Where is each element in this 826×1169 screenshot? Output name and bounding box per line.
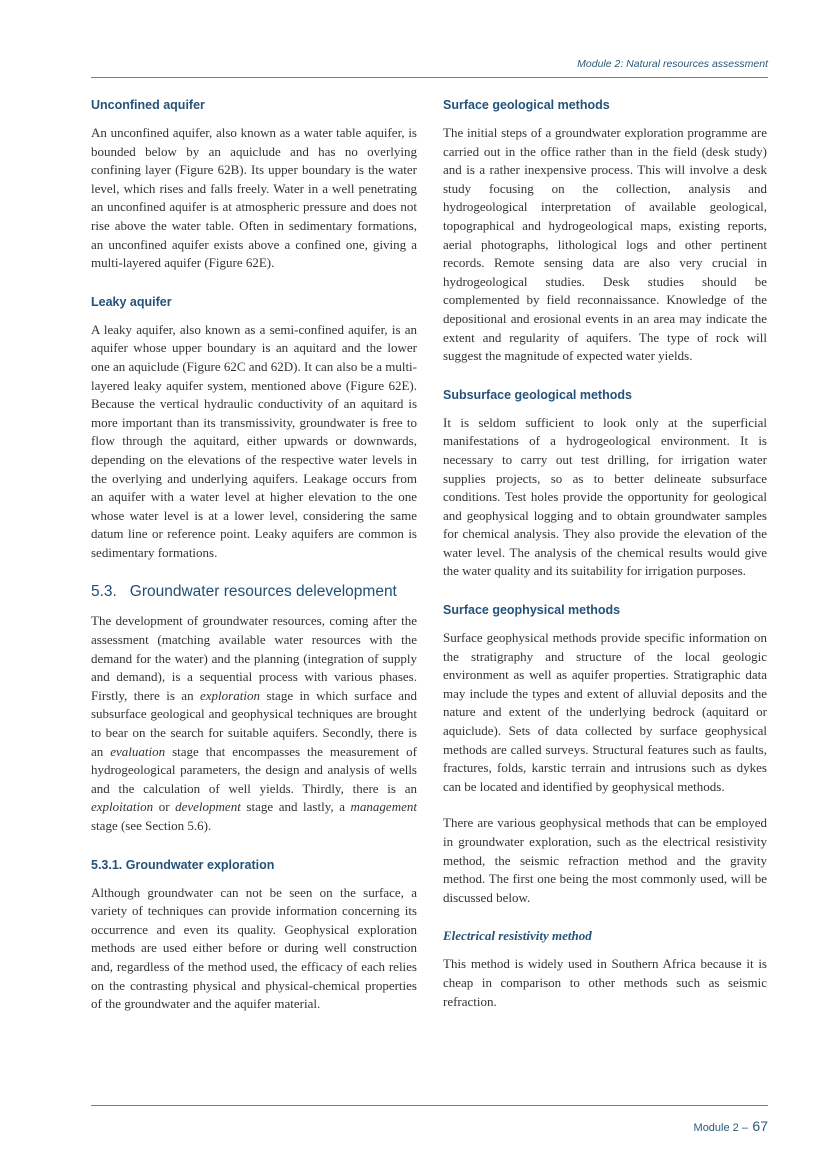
section-title: Groundwater resources delevelopment [129, 583, 397, 601]
paragraph-unconfined-aquifer: An unconfined aquifer, also known as a water table aquifer, is bounded below by an aquiclude and has no overlying confining layer (Figure 62B). Its upper boundary is the water level, which rises and falls freely. Water in a well penetrating an unconfined aquifer is at atmospheric pressure and does not rise above the water table. Often in sedimentary formations, an unconfined aquifer exists above a confined one, giving a multi-layered aquifer (Figure 62E). [91, 125, 417, 271]
section-heading-5-3 [91, 582, 417, 602]
paragraph-leaky-aquifer: A leaky aquifer, also known as a semi-confined aquifer, is an aquifer whose upper boundary is an aquitard and the lower one an aquiclude (Figure 62C and 62D). It can also be a multi-layered leaky aquifer system, mentioned above (Figure 62E). Because the vertical hydraulic conductivity of an aquitard is more important than its transmissivity, groundwater is free to flow through the aquitard, either upwards or downwards, depending on the elevations of the respective water levels in the overlying and underlying aquifers. Leakage occurs from an aquifer with a water level at higher elevation to the one whose water level is at a lower level, considering the same datum line or reference point. Leaky aquifers are common is sedimentary formations. [91, 321, 417, 560]
heading-leaky-aquifer: Leaky aquifer [91, 294, 172, 309]
footer-rule [91, 1105, 768, 1106]
subsection-heading-5-3-1: 5.3.1. Groundwater exploration [91, 857, 275, 872]
left-column [91, 96, 417, 1034]
section-number: 5.3. [91, 583, 117, 601]
heading-unconfined-aquifer: Unconfined aquifer [91, 98, 205, 112]
paragraph-groundwater-exploration: Although groundwater can not be seen on the surface, a variety of techniques can provide information concerning its occurrence and even its quality. Geophysical exploration methods are used either before or during well construction and, regardless of the method used, the efficacy of each relies on the contrasting physical and physical-chemical properties of the groundwater and the aquifer material. [91, 884, 417, 1012]
paragraph-electrical-resistivity-method: This method is widely used in Southern Africa because it is cheap in comparison to other methods such as seismic refraction. [443, 956, 767, 1009]
footer-module-label: Module 2 – [693, 1122, 748, 1134]
right-column [443, 96, 767, 1031]
page-footer [694, 1118, 768, 1136]
paragraph-surface-geophysical-methods-1: Surface geophysical methods provide specific information on the stratigraphy and structure of the local geologic environment as well as aquifer properties. Stratigraphic data may include the types and extent of alluvial deposits and the nature and extent of the underlying bedrock (aquitard or aquiclude). Sets of data collected by surface geophysical methods are called surveys. Structural features such as faults, fractures, folds, karstic terrain and intrusions such as dykes can be located and identified by geophysical methods. [443, 630, 767, 794]
heading-surface-geophysical-methods: Surface geophysical methods [443, 603, 621, 618]
paragraph-surface-geophysical-methods-2: There are various geophysical methods that can be employed in groundwater exploration, such as the electrical resistivity method, the seismic refraction method and the gravity method. The first one being the most commonly used, will be discussed below. [443, 815, 767, 905]
running-header: Module 2: Natural resources assessment [577, 58, 768, 70]
heading-electrical-resistivity-method: Electrical resistivity method [443, 928, 592, 944]
page-number: 67 [752, 1118, 768, 1134]
paragraph-subsurface-geological-methods: It is seldom sufficient to look only at the superficial manifestations of a hydrogeological environment. It is necessary to carry out test drilling, for irrigation water supplies projects, so as to better delineate subsurface conditions. Test holes provide the opportunity for geological and geophysical logging and to obtain groundwater samples for chemical analysis. They also provide the elevation of the water level. The analysis of the chemical results would give the water quality and its suitability for irrigation purposes. [443, 414, 767, 579]
paragraph-surface-geological-methods: The initial steps of a groundwater exploration programme are carried out in the office rather than in the field (desk study) and is a rather inexpensive process. This will involve a desk study focusing on the collection, analysis and hydrogeological interpretation of available geological, topographical and hydrogeological maps, existing reports, aerial photographs, lithological logs and other pertinent records. Remote sensing data are also very crucial in hydrogeological studies. Desk studies should be complemented by field reconnaissance. Knowledge of the depositional and erosional events in an area may indicate the extent and regularity of aquifers. The type of rock will suggest the magnitude of expected water yields. [443, 125, 767, 364]
heading-subsurface-geological-methods: Subsurface geological methods [443, 387, 632, 402]
paragraph-development: The development of groundwater resources, coming after the assessment (matching available water resources with the demand for the water) and the planning (integration of supply and demand), is a sequential process with various phases. Firstly, there is an exploration stage in which surface and subsurface geological and geophysical techniques are brought to bear on the search for suitable aquifers. Secondly, there is an evaluation stage that encompasses the measurement of hydrogeological parameters, the design and analysis of wells and the calculation of well yields. Thirdly, there is an exploitation or development stage and lastly, a management stage (see Section 5.6). [91, 613, 418, 833]
heading-surface-geological-methods: Surface geological methods [443, 98, 610, 112]
header-rule [91, 77, 768, 78]
